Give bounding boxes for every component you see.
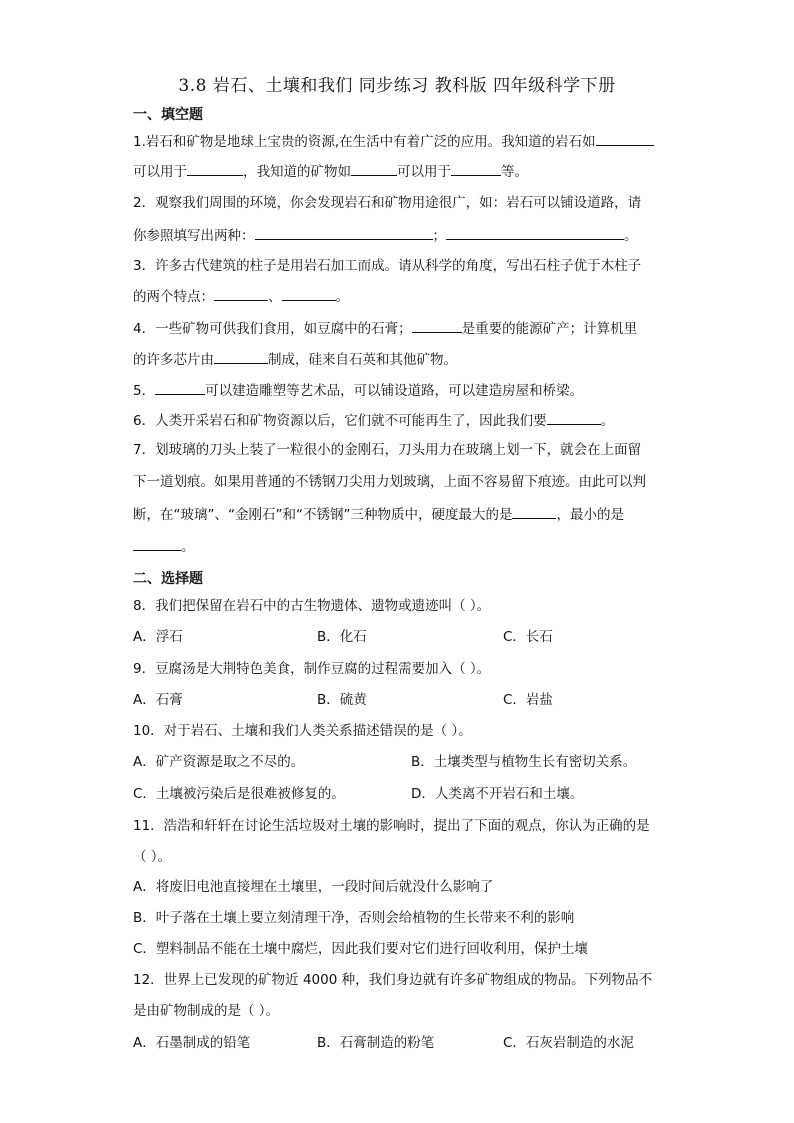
question-9-option-c[interactable]: C．岩盐 <box>503 692 553 708</box>
question-8-option-c[interactable]: C．长石 <box>503 629 553 645</box>
question-6-text: 。 <box>600 413 615 429</box>
answer-blank[interactable] <box>155 380 205 395</box>
question-2-text: 。 <box>624 228 638 244</box>
answer-blank[interactable] <box>451 161 501 176</box>
question-1-text: 1.岩石和矿物是地球上宝贵的资源,在生活中有着广泛的应用。我知道的岩石如 <box>133 134 596 150</box>
question-7-text: 断，在“玻璃”、“金刚石”和“不锈钢”三种物质中，硬度最大的是 <box>133 507 513 523</box>
question-11-option-a[interactable]: A．将废旧电池直接埋在土壤里，一段时间后就没什么影响了 <box>133 879 494 895</box>
question-5-line <box>133 380 583 400</box>
question-3-text: 、 <box>268 289 282 305</box>
section-fill-heading: 一、填空题 <box>133 107 203 123</box>
question-7-line-1: 7．划玻璃的刀头上装了一粒很小的金刚石，刀头用力在玻璃上划一下，就会在上面留 <box>133 442 642 458</box>
question-3-line-2 <box>133 286 349 306</box>
question-12-stem-line-1: 12．世界上已发现的矿物近 4000 种，我们身边就有许多矿物组成的物品。下列物品不 <box>133 972 653 988</box>
answer-blank[interactable] <box>412 318 462 333</box>
question-10-option-a[interactable]: A．矿产资源是取之不尽的。 <box>133 754 305 770</box>
answer-blank[interactable] <box>214 349 268 364</box>
question-7-line-2: 下一道划痕。如果用普通的不锈钢刀尖用力划玻璃，上面不容易留下痕迹。由此可以判 <box>133 474 646 490</box>
question-6-text: 6．人类开采岩石和矿物资源以后，它们就不可能再生了，因此我们要 <box>133 413 547 429</box>
answer-blank[interactable] <box>596 131 654 146</box>
question-3-text: 的两个特点： <box>133 289 214 305</box>
question-5-text: 5． <box>133 383 156 399</box>
question-11-stem-line-2: （ ）。 <box>133 849 172 865</box>
question-5-text: 可以建造雕塑等艺术品，可以铺设道路，可以建造房屋和桥梁。 <box>205 383 584 399</box>
question-11-option-c[interactable]: C．塑料制品不能在土壤中腐烂，因此我们要对它们进行回收利用，保护土壤 <box>133 941 588 957</box>
question-11-option-b[interactable]: B．叶子落在土壤上要立刻清理干净，否则会给植物的生长带来不利的影响 <box>133 910 575 926</box>
question-10-option-c[interactable]: C．土壤被污染后是很难被修复的。 <box>133 786 345 802</box>
question-4-text: 4．一些矿物可供我们食用，如豆腐中的石膏； <box>133 321 412 337</box>
question-11-stem-line-1: 11．浩浩和轩轩在讨论生活垃圾对土壤的影响时，提出了下面的观点，你认为正确的是 <box>133 818 650 834</box>
question-12-option-c[interactable]: C．石灰岩制造的水泥 <box>503 1035 634 1051</box>
question-3-text: 。 <box>335 289 349 305</box>
question-10-option-d[interactable]: D．人类离不开岩石和土壤。 <box>411 786 584 802</box>
question-7-line-3 <box>133 504 624 524</box>
question-1-line-2 <box>133 161 528 181</box>
question-12-option-b[interactable]: B．石膏制造的粉笔 <box>317 1035 435 1051</box>
question-3-line-1: 3．许多古代建筑的柱子是用岩石加工而成。请从科学的角度，写出石柱子优于木柱子 <box>133 258 642 274</box>
answer-blank[interactable] <box>512 504 556 519</box>
question-4-text: 制成，硅来自石英和其他矿物。 <box>268 352 457 368</box>
answer-blank[interactable] <box>214 286 268 301</box>
question-1-text: 可以用于 <box>133 164 187 180</box>
question-12-stem-line-2: 是由矿物制成的是（ ）。 <box>133 1003 280 1019</box>
question-12-option-a[interactable]: A．石墨制成的铅笔 <box>133 1035 251 1051</box>
question-2-text: ； <box>432 228 446 244</box>
question-10-option-b[interactable]: B．土壤类型与植物生长有密切关系。 <box>411 754 637 770</box>
question-4-line-2 <box>133 349 457 369</box>
answer-blank[interactable] <box>133 536 181 551</box>
question-8-option-b[interactable]: B．化石 <box>317 629 367 645</box>
page-title: 3.8 岩石、土壤和我们 同步练习 教科版 四年级科学下册 <box>178 76 616 96</box>
answer-blank[interactable] <box>255 225 433 240</box>
question-1-line-1 <box>133 131 654 151</box>
question-2-line-2 <box>133 225 638 245</box>
question-7-text: ，最小的是 <box>556 507 624 523</box>
question-2-line-1: 2．观察我们周围的环境，你会发现岩石和矿物用途很广，如：岩石可以铺设道路，请 <box>133 195 642 211</box>
question-9-option-b[interactable]: B．硫黄 <box>317 692 367 708</box>
question-8-option-a[interactable]: A．浮石 <box>133 629 183 645</box>
question-7-line-4 <box>133 536 195 556</box>
answer-blank[interactable] <box>547 410 601 425</box>
question-4-text: 的许多芯片由 <box>133 352 214 368</box>
question-1-text: 等。 <box>501 164 528 180</box>
question-8-stem: 8．我们把保留在岩石中的古生物遗体、遗物或遗迹叫（ ）。 <box>133 598 491 614</box>
question-10-stem: 10．对于岩石、土壤和我们人类关系描述错误的是（ ）。 <box>133 723 472 739</box>
answer-blank[interactable] <box>187 161 243 176</box>
question-9-stem: 9．豆腐汤是大荆特色美食，制作豆腐的过程需要加入（ ）。 <box>133 661 491 677</box>
question-2-text: 你参照填写出两种： <box>133 228 255 244</box>
question-6-line <box>133 410 614 430</box>
answer-blank[interactable] <box>351 161 397 176</box>
question-1-text: 可以用于 <box>397 164 451 180</box>
question-1-text: ，我知道的矿物如 <box>243 164 351 180</box>
answer-blank[interactable] <box>446 225 624 240</box>
question-4-line-1 <box>133 318 637 338</box>
question-4-text: 是重要的能源矿产；计算机里 <box>461 321 638 337</box>
answer-blank[interactable] <box>282 286 336 301</box>
question-7-text: 。 <box>181 539 195 555</box>
section-choice-heading: 二、选择题 <box>133 571 203 587</box>
question-9-option-a[interactable]: A．石膏 <box>133 692 183 708</box>
